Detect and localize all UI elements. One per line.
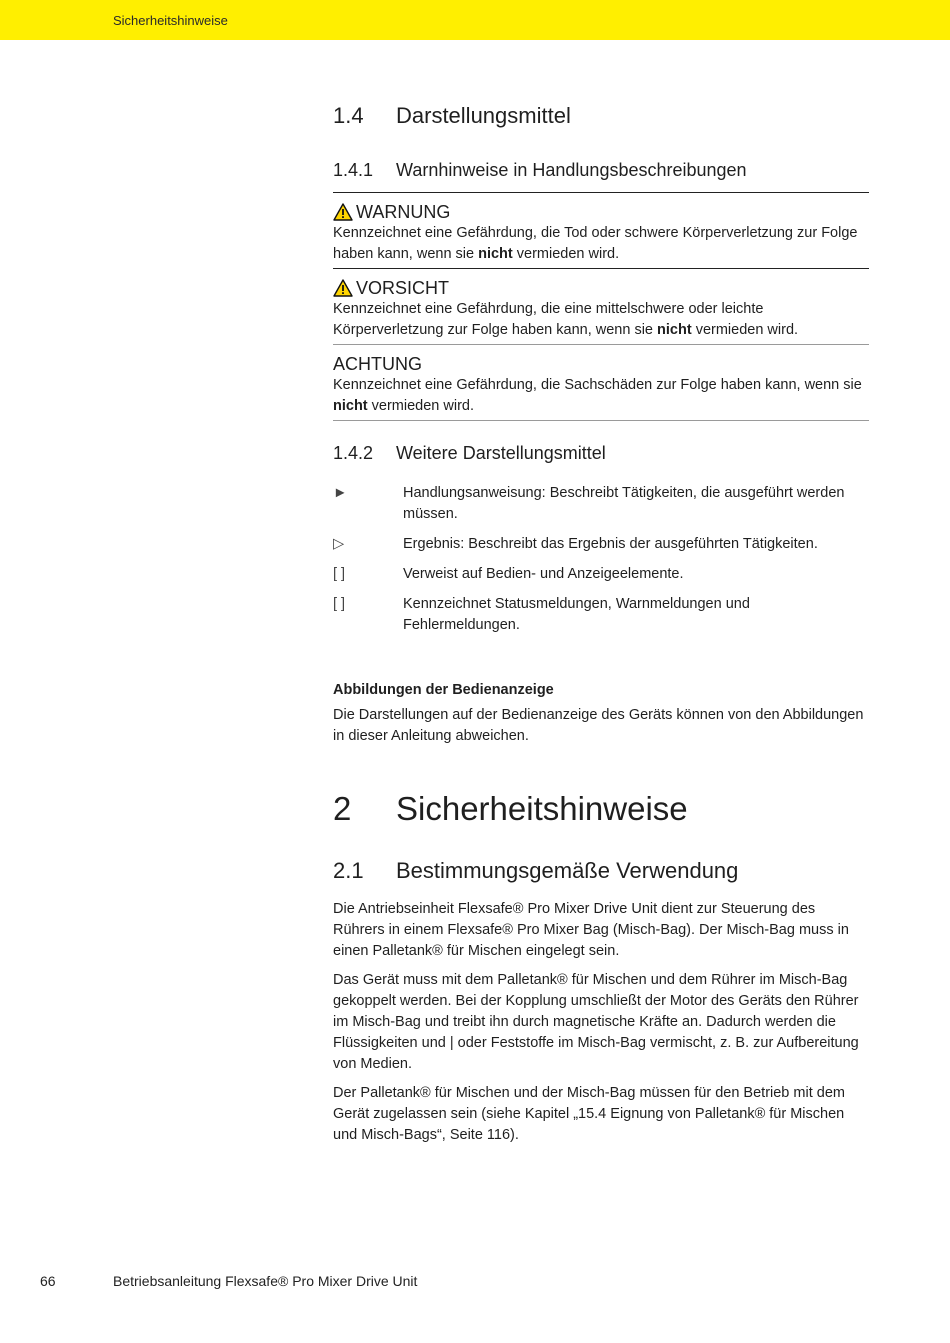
list-item-text: Kennzeichnet Statusmeldungen, Warnmeldungen und Fehlermeldungen. — [403, 596, 750, 633]
heading-number: 1.4 — [333, 103, 364, 128]
heading-number: 2 — [333, 790, 352, 827]
action-arrow-icon: ► — [333, 485, 348, 501]
heading-2-1 — [333, 853, 869, 889]
list-item — [333, 483, 869, 525]
signal-word-text: VORSICHT — [356, 278, 450, 298]
heading-1-4-1 — [333, 156, 869, 184]
signal-word-text: WARNUNG — [356, 202, 451, 222]
signal-word-vorsicht — [333, 277, 869, 299]
heading-title: Warnhinweise in Handlungsbeschreibungen — [396, 160, 747, 180]
heading-number: 2.1 — [333, 858, 364, 883]
warning-block-achtung — [333, 344, 869, 417]
display-note-text: Die Darstellungen auf der Bedienanzeige des Geräts können von den Abbildungen in dieser Anleitung abweichen. — [333, 707, 864, 744]
header-section-label: Sicherheitshinweise — [113, 13, 228, 28]
notice-text-start: Kennzeichnet eine Gefährdung, die Sachschäden zur Folge haben kann, wenn sie — [333, 377, 862, 393]
heading-number: 1.4.1 — [333, 160, 374, 180]
heading-title: Bestimmungsgemäße Verwendung — [396, 858, 739, 883]
paragraph: Die Antriebseinheit Flexsafe® Pro Mixer Drive Unit dient zur Steuerung des Rührers in einem Flexsafe® Pro Mixer Bag (Misch-Bag). Der Misch-Bag muss in einen Palletank® für Mischen eingelegt sein. — [333, 901, 849, 959]
list-item — [333, 564, 869, 585]
heading-number: 1.4.2 — [333, 443, 374, 463]
caution-text-start: Kennzeichnet eine Gefährdung, die eine mittelschwere oder leichte Körperverletzung zur Folge haben kann, wenn sie — [333, 301, 764, 338]
bracket-symbol: [ ] — [333, 596, 346, 612]
heading-title: Darstellungsmittel — [396, 103, 571, 128]
heading-2 — [333, 783, 869, 835]
warning-triangle-icon — [333, 279, 353, 297]
warning-block-vorsicht — [333, 268, 869, 341]
list-item-text: Ergebnis: Beschreibt das Ergebnis der ausgeführten Tätigkeiten. — [403, 536, 818, 552]
bracket-symbol: [ ] — [333, 566, 346, 582]
result-arrow-icon: ▷ — [333, 536, 345, 552]
warning-text — [333, 223, 869, 265]
display-note — [333, 680, 869, 747]
symbol-list — [333, 483, 869, 636]
divider — [333, 420, 869, 421]
page-number: 66 — [40, 1273, 56, 1289]
header-bar — [0, 0, 950, 40]
list-item — [333, 594, 869, 636]
caution-text — [333, 299, 869, 341]
signal-word-achtung — [333, 353, 869, 375]
warning-triangle-icon — [333, 203, 353, 221]
notice-text-end: vermieden wird. — [367, 398, 475, 414]
signal-word-warnung — [333, 201, 869, 223]
heading-title: Weitere Darstellungsmittel — [396, 443, 606, 463]
heading-1-4-2 — [333, 439, 869, 467]
paragraph: Der Palletank® für Mischen und der Misch-Bag müssen für den Betrieb mit dem Gerät zugelassen sein (siehe Kapitel „15.4 Eignung von Palletank® für Mischen und Misch-Bags“, Seite 116). — [333, 1085, 845, 1143]
footer-title: Betriebsanleitung Flexsafe® Pro Mixer Drive Unit — [113, 1273, 418, 1289]
signal-word-text: ACHTUNG — [333, 354, 422, 374]
warning-text-emphasis: nicht — [478, 246, 513, 262]
warning-text-start: Kennzeichnet eine Gefährdung, die Tod oder schwere Körperverletzung zur Folge haben kann, wenn sie — [333, 225, 858, 262]
caution-text-end: vermieden wird. — [691, 322, 799, 338]
warning-block-warnung — [333, 192, 869, 265]
display-note-title: Abbildungen der Bedienanzeige — [333, 682, 554, 698]
caution-text-emphasis: nicht — [657, 322, 692, 338]
list-item — [333, 534, 869, 555]
paragraph: Das Gerät muss mit dem Palletank® für Mischen und dem Rührer im Misch-Bag gekoppelt werden. Bei der Kopplung umschließt der Motor des Geräts den Rührer im Misch-Bag und treibt ihn durch magnetische Kräfte an. Dadurch werden die Flüssigkeiten und | oder Feststoffe im Misch-Bag vermischt, z. B. zur Aufbereitung von Medien. — [333, 972, 859, 1072]
heading-1-4 — [333, 98, 869, 134]
page-content — [333, 98, 869, 1146]
heading-title: Sicherheitshinweise — [396, 790, 688, 827]
list-item-text: Handlungsanweisung: Beschreibt Tätigkeiten, die ausgeführt werden müssen. — [403, 485, 845, 522]
notice-text — [333, 375, 869, 417]
notice-text-emphasis: nicht — [333, 398, 368, 414]
warning-text-end: vermieden wird. — [512, 246, 620, 262]
list-item-text: Verweist auf Bedien- und Anzeigeelemente. — [403, 566, 684, 582]
